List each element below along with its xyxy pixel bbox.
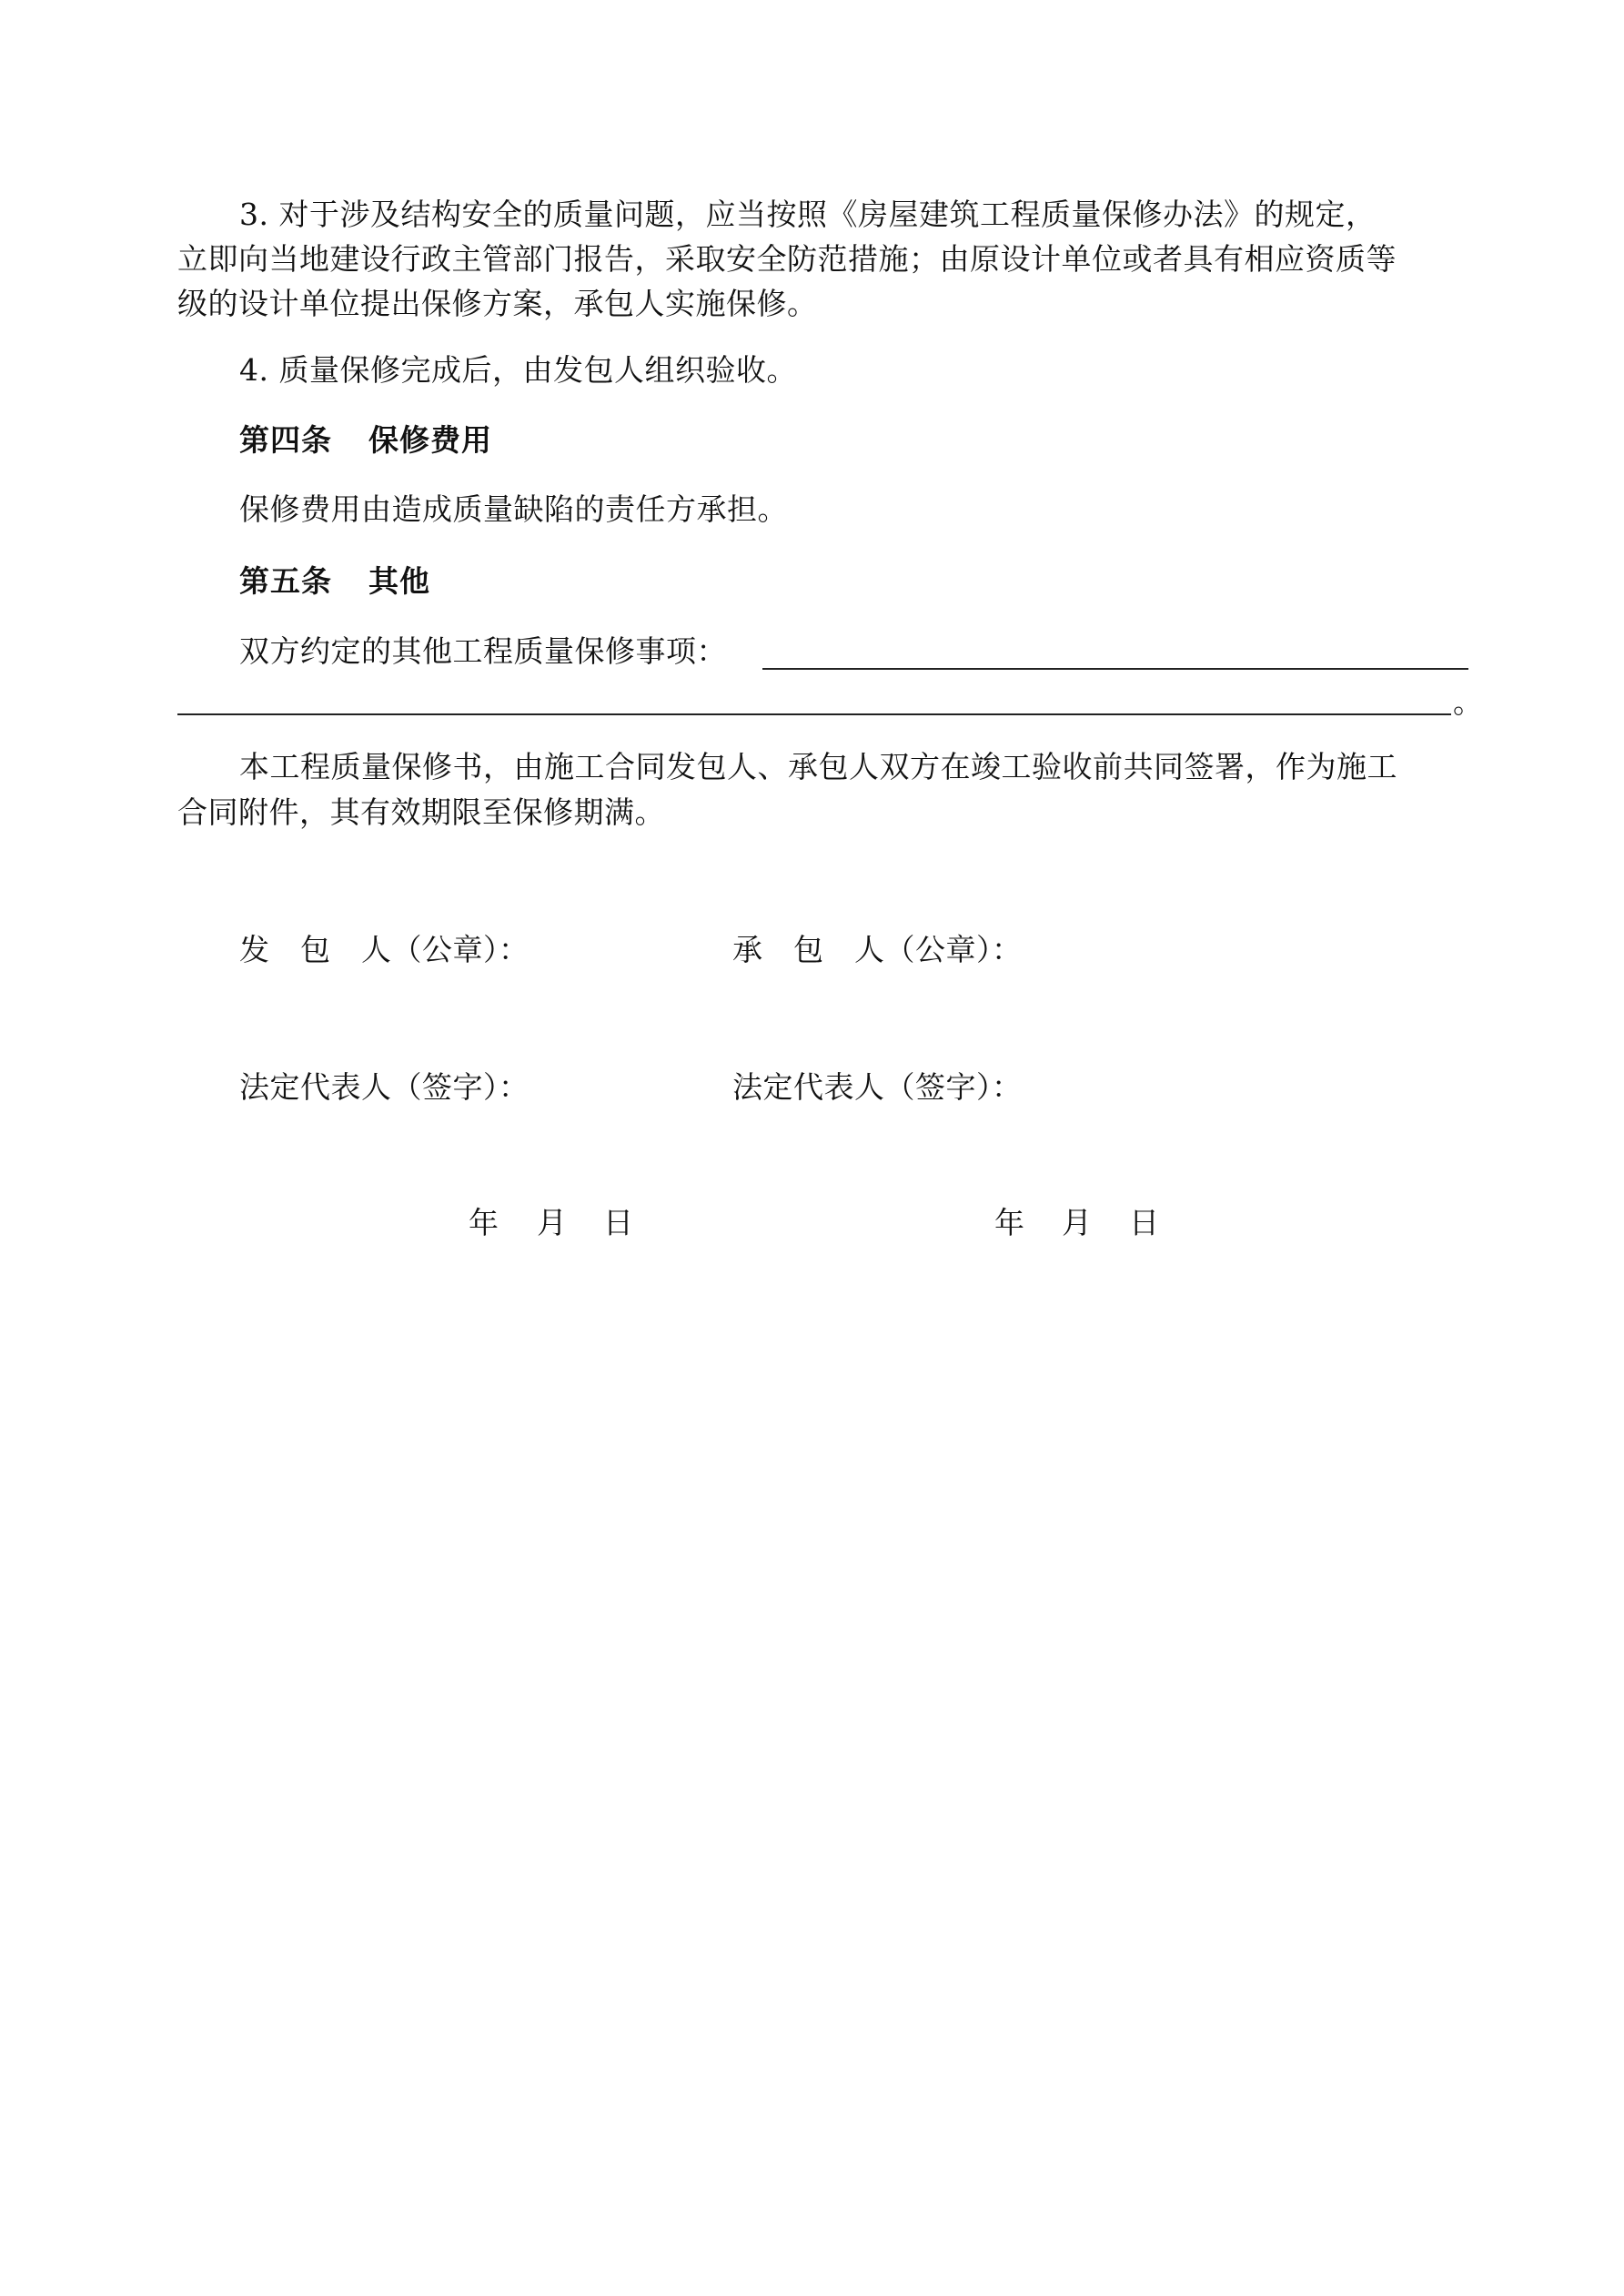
article-4-body: 保修费用由造成质量缺陷的责任方承担。 bbox=[239, 491, 788, 527]
clause-4: 4. 质量保修完成后，由发包人组织验收。 bbox=[239, 352, 797, 388]
article-5-heading bbox=[239, 558, 1531, 604]
closing-line-2: 合同附件，其有效期限至保修期满。 bbox=[177, 794, 665, 830]
article-5-body: 双方约定的其他工程质量保修事项： bbox=[239, 633, 727, 669]
fill-in-line-1[interactable] bbox=[762, 668, 1468, 670]
employer-rep-label: 法定代表人（签字）： bbox=[239, 1069, 530, 1105]
article-4-title: 保修费用 bbox=[368, 422, 492, 458]
contractor-date-day: 日 bbox=[1129, 1205, 1159, 1240]
article-4-number: 第四条 bbox=[239, 422, 332, 458]
closing-line-1: 本工程质量保修书，由施工合同发包人、承包人双方在竣工验收前共同签署，作为施工 bbox=[239, 749, 1397, 784]
employer-date-month: 月 bbox=[537, 1205, 567, 1240]
contractor-rep-label: 法定代表人（签字）： bbox=[732, 1069, 1023, 1105]
contractor-date-year: 年 bbox=[994, 1205, 1024, 1240]
article-5-number: 第五条 bbox=[239, 563, 332, 599]
clause-3-line-2: 立即向当地建设行政主管部门报告，采取安全防范措施；由原设计单位或者具有相应资质等 bbox=[177, 241, 1397, 277]
article-5-title: 其他 bbox=[368, 563, 430, 599]
clause-3-line-3: 级的设计单位提出保修方案，承包人实施保修。 bbox=[177, 286, 818, 321]
employer-date-year: 年 bbox=[469, 1205, 499, 1240]
contractor-date-month: 月 bbox=[1062, 1205, 1092, 1240]
fill-in-line-2[interactable] bbox=[177, 713, 1451, 715]
article-4-heading bbox=[239, 417, 1531, 463]
clause-3-line-1: 3. 对于涉及结构安全的质量问题，应当按照《房屋建筑工程质量保修办法》的规定， bbox=[239, 197, 1377, 232]
fill-in-end-mark: 。 bbox=[1453, 684, 1483, 720]
employer-date-day: 日 bbox=[603, 1205, 633, 1240]
contractor-seal-label: 承 包 人（公章）： bbox=[732, 932, 1023, 967]
employer-seal-label: 发 包 人（公章）： bbox=[239, 932, 530, 967]
